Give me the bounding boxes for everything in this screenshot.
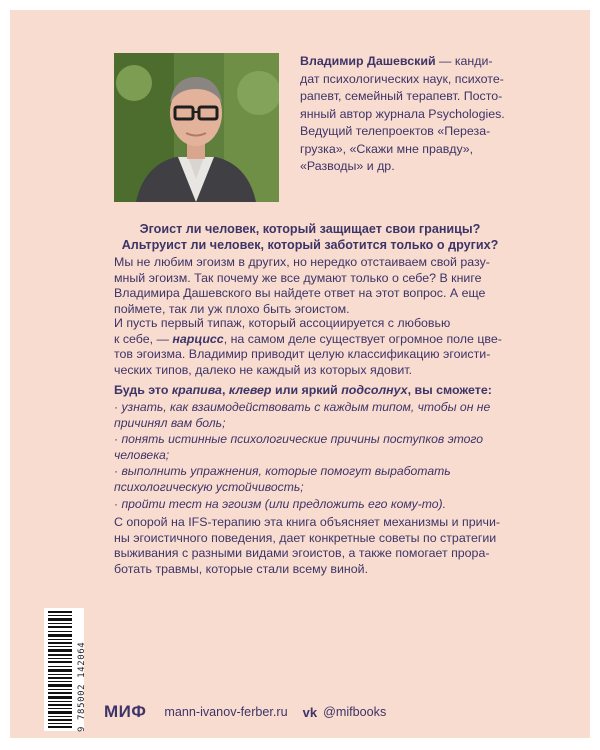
bio-line-6: грузка», «Скажи мне правду», <box>300 141 474 156</box>
paragraph-ifs-line: С опорой на IFS-терапию эта книга объясняет механизмы и причи- <box>114 515 501 529</box>
social-handle[interactable]: @mifbooks <box>323 705 387 719</box>
bullet-line: человека; <box>114 448 170 463</box>
line-part: , на самом деле существует огромное поле цве- <box>223 331 502 346</box>
bio-line-3: рапевт, семейный терапевт. Посто- <box>300 89 503 103</box>
paragraph-narcissist <box>114 316 514 378</box>
paragraph-ifs <box>114 515 514 577</box>
author-portrait-icon <box>114 53 279 202</box>
heading-part: или яркий <box>271 383 342 397</box>
bullet-line: психологическую устойчивость; <box>114 480 304 495</box>
paragraph-narcissist-line <box>114 332 514 348</box>
question-2: Альтруист ли человек, который заботится только о других? <box>121 237 499 252</box>
bio-line-2: дат психологических наук, психоте- <box>300 71 504 86</box>
heading-part: , вы сможете: <box>407 383 492 397</box>
paragraph-intro <box>114 255 514 317</box>
lead-questions <box>110 222 510 254</box>
publisher-site-link[interactable]: mann-ivanov-ferber.ru <box>164 705 288 719</box>
bio-line-7: «Разводы» и др. <box>300 159 395 173</box>
paragraph-narcissist-line: тов эгоизма. Владимир приводит целую классификацию эгоисти- <box>114 347 491 362</box>
paragraph-intro-line: Владимира Дашевского вы найдете ответ на этот вопрос. А еще <box>114 286 486 301</box>
bullet-item-4 <box>114 496 514 512</box>
bullet-item-1 <box>114 399 514 432</box>
bio-line-1 <box>300 53 540 71</box>
heading-part: , <box>221 383 229 397</box>
heading-part: Будь это <box>114 383 172 397</box>
paragraph-ifs-line: ботать травмы, которые стали всему виной. <box>114 561 369 576</box>
book-back-cover <box>10 10 590 738</box>
sunflower-term: подсолнух <box>341 383 408 397</box>
paragraph-intro-line: поймете, так ли уж плохо быть эгоистом. <box>114 301 350 316</box>
publisher-logo: МИФ <box>104 702 147 721</box>
bullet-item-3 <box>114 463 514 496</box>
bullet-line: · понять истинные психологические причины поступков этого <box>114 432 484 446</box>
clover-term: клевер <box>228 383 272 397</box>
paragraph-intro-line: Мы не любим эгоизм в других, но нередко отстаиваем свой разу- <box>114 255 490 269</box>
bio-line-5: Ведущий телепроектов «Переза- <box>300 124 491 138</box>
vk-icon: vk <box>302 704 318 720</box>
author-name: Владимир Дашевский <box>300 54 436 68</box>
footer <box>104 701 386 723</box>
question-1: Эгоист ли человек, который защищает свои границы? <box>139 222 481 236</box>
line-part: к себе, — <box>114 331 173 346</box>
author-bio <box>300 53 540 176</box>
nettle-term: крапива <box>171 383 222 397</box>
bullet-item-2 <box>114 431 514 464</box>
paragraph-intro-line: мный эгоизм. Так почему же все думают только о себе? В книге <box>114 270 482 285</box>
paragraph-ifs-line: выживания с разными видами эгоистов, а также помогает прора- <box>114 546 490 561</box>
barcode-number: 9 785002 142064 <box>77 641 87 732</box>
bullet-line: · выполнить упражнения, которые помогут выработать <box>114 464 451 478</box>
paragraph-narcissist-line: И пусть первый типаж, который ассоциируется с любовью <box>114 316 451 330</box>
bullet-line: · узнать, как взаимодействовать с каждым типом, чтобы он не <box>114 400 491 414</box>
bullet-line: · пройти тест на эгоизм (или предложить его кому-то). <box>114 497 446 511</box>
author-photo <box>114 53 279 202</box>
bio-line-4: янный автор журнала Psychologies. <box>300 106 505 121</box>
narcissist-term: нарцисс <box>172 331 224 346</box>
bio-line-1-rest: — канди- <box>435 54 493 68</box>
bullet-line: причинял вам боль; <box>114 416 226 431</box>
bullets-heading <box>114 383 492 397</box>
paragraph-ifs-line: ны эгоистичного поведения, дает конкретные советы по стратегии <box>114 530 497 545</box>
paragraph-narcissist-line: ческих типов, далеко не каждый из которых ядовит. <box>114 362 413 377</box>
